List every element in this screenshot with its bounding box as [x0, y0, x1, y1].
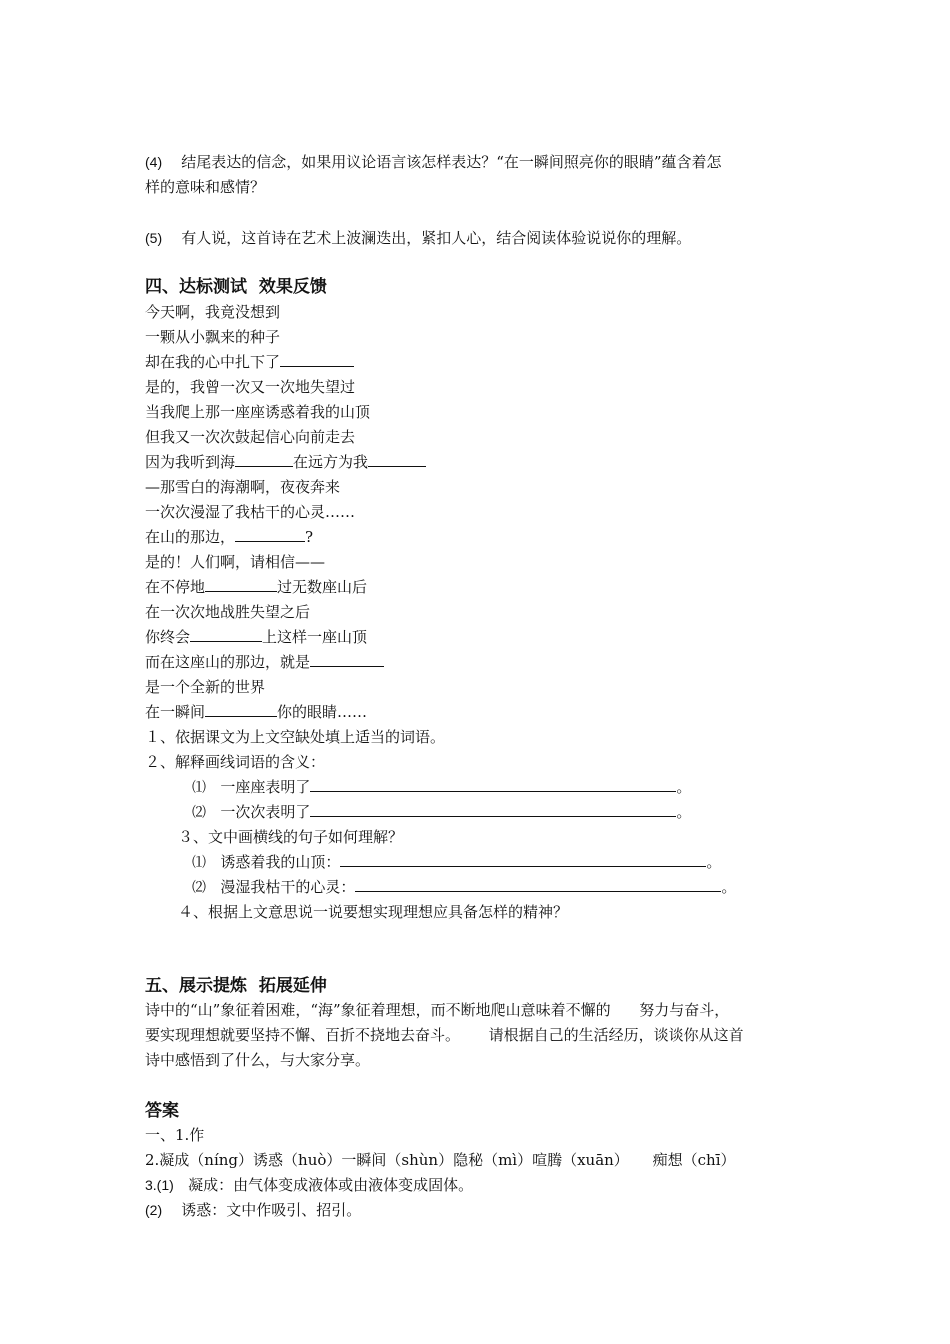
answer-blank[interactable]: [310, 802, 676, 817]
item-number: ⑵: [192, 804, 206, 820]
poem-line-7: [145, 452, 426, 472]
poem-line-9: 一次次漫湿了我枯干的心灵……: [145, 503, 356, 521]
poem-line-17: [145, 702, 367, 722]
poem-line-14: [145, 627, 367, 647]
poem-line-13: 在一次次地战胜失望之后: [145, 603, 311, 621]
answer-3-text: 凝成：由气体变成液体或由液体变成固体。: [188, 1176, 474, 1194]
answer-blank[interactable]: [355, 877, 721, 892]
answer-4-text: 诱惑：文中作吸引、招引。: [181, 1201, 362, 1219]
fill-blank[interactable]: [235, 452, 293, 467]
exercise-2-item-1: [192, 777, 691, 797]
period: 。: [676, 778, 692, 796]
exercise-1: １、依据课文为上文空缺处填上适当的词语。: [145, 728, 446, 746]
exercise-3-item-2-text: 漫湿我枯干的心灵：: [220, 878, 356, 896]
poem-line-6: 但我又一次次鼓起信心向前走去: [145, 428, 356, 446]
fill-blank[interactable]: [190, 627, 262, 642]
poem-line-3: [145, 352, 354, 372]
poem-line-3-text: 却在我的心中扎下了: [145, 353, 281, 371]
period: 。: [706, 853, 722, 871]
poem-line-8: —那雪白的海潮啊，夜夜奔来: [145, 478, 341, 496]
exercise-3-item-2: [192, 877, 736, 897]
question-5-number: (5): [145, 230, 163, 246]
poem-line-2: 一颗从小飘来的种子: [145, 328, 281, 346]
question-4-number: (4): [145, 154, 163, 170]
poem-line-12-text-b: 过无数座山后: [277, 578, 368, 596]
item-number: ⑴: [192, 779, 206, 795]
poem-line-17-text-a: 在一瞬间: [145, 703, 206, 721]
section-5-paragraph-line-1: 诗中的“山”象征着困难，“海”象征着理想，而不断地爬山意味着不懈的 努力与奋斗，: [145, 1001, 730, 1019]
period: 。: [676, 803, 692, 821]
poem-line-15-text: 而在这座山的那边，就是: [145, 653, 311, 671]
item-number: ⑴: [192, 854, 206, 870]
poem-line-7-text-a: 因为我听到海: [145, 453, 236, 471]
exercise-4: ４、根据上文意思说一说要想实现理想应具备怎样的精神？: [178, 903, 569, 921]
poem-line-1: 今天啊，我竟没想到: [145, 303, 281, 321]
answer-1: 一、1.作: [145, 1126, 205, 1144]
poem-line-11: 是的！人们啊，请相信——: [145, 553, 326, 571]
answer-3-number: 3.(1): [145, 1177, 174, 1193]
section-5-paragraph-line-2: 要实现理想就要坚持不懈、百折不挠地去奋斗。 请根据自己的生活经历，谈谈你从这首: [145, 1026, 744, 1044]
answer-3: [145, 1175, 473, 1195]
exercise-3-item-1: [192, 852, 721, 872]
fill-blank[interactable]: [235, 527, 305, 542]
poem-line-12: [145, 577, 367, 597]
poem-line-10-text: 在山的那边，: [145, 528, 236, 546]
period: 。: [721, 878, 737, 896]
fill-blank[interactable]: [368, 452, 426, 467]
poem-line-15: [145, 652, 384, 672]
question-4-text: 结尾表达的信念，如果用议论语言该怎样表达？“在一瞬间照亮你的眼睛”蕴含着怎: [181, 153, 722, 171]
fill-blank[interactable]: [205, 702, 277, 717]
exercise-3: ３、文中画横线的句子如何理解？: [178, 828, 404, 846]
fill-blank[interactable]: [280, 352, 354, 367]
section-4-title: 四、达标测试 效果反馈: [145, 277, 327, 297]
poem-line-12-text-a: 在不停地: [145, 578, 206, 596]
answer-blank[interactable]: [310, 777, 676, 792]
poem-line-14-text-a: 你终会: [145, 628, 191, 646]
poem-line-10: [145, 527, 313, 547]
exercise-2-item-2: [192, 802, 691, 822]
question-4-line-2: 样的意味和感情？: [145, 178, 266, 196]
question-5: [145, 228, 691, 248]
poem-line-16: 是一个全新的世界: [145, 678, 266, 696]
answer-4-number: (2): [145, 1202, 163, 1218]
poem-line-17-text-b: 你的眼睛……: [277, 703, 368, 721]
section-5-paragraph-line-3: 诗中感悟到了什么，与大家分享。: [145, 1051, 371, 1069]
poem-line-5: 当我爬上那一座座诱惑着我的山顶: [145, 403, 371, 421]
poem-line-10-mark: ?: [305, 528, 314, 546]
fill-blank[interactable]: [205, 577, 277, 592]
section-5-title: 五、展示提炼 拓展延伸: [145, 976, 327, 996]
answer-4: [145, 1200, 361, 1220]
poem-line-14-text-b: 上这样一座山顶: [262, 628, 368, 646]
poem-line-7-text-b: 在远方为我: [293, 453, 369, 471]
fill-blank[interactable]: [310, 652, 384, 667]
exercise-2-item-1-text: 一座座表明了: [220, 778, 311, 796]
poem-line-4: 是的，我曾一次又一次地失望过: [145, 378, 356, 396]
item-number: ⑵: [192, 879, 206, 895]
exercise-2: ２、解释画线词语的含义：: [145, 753, 326, 771]
answer-blank[interactable]: [340, 852, 706, 867]
question-4-line-1: [145, 152, 722, 172]
answers-title: 答案: [145, 1101, 179, 1121]
exercise-2-item-2-text: 一次次表明了: [220, 803, 311, 821]
exercise-3-item-1-text: 诱惑着我的山顶：: [220, 853, 341, 871]
question-5-text: 有人说，这首诗在艺术上波澜迭出，紧扣人心，结合阅读体验说说你的理解。: [181, 229, 692, 247]
answer-2: 2.凝成（níng）诱惑（huò）一瞬间（shùn）隐秘（mì）喧腾（xuān） 痴想（chī）: [145, 1151, 736, 1169]
